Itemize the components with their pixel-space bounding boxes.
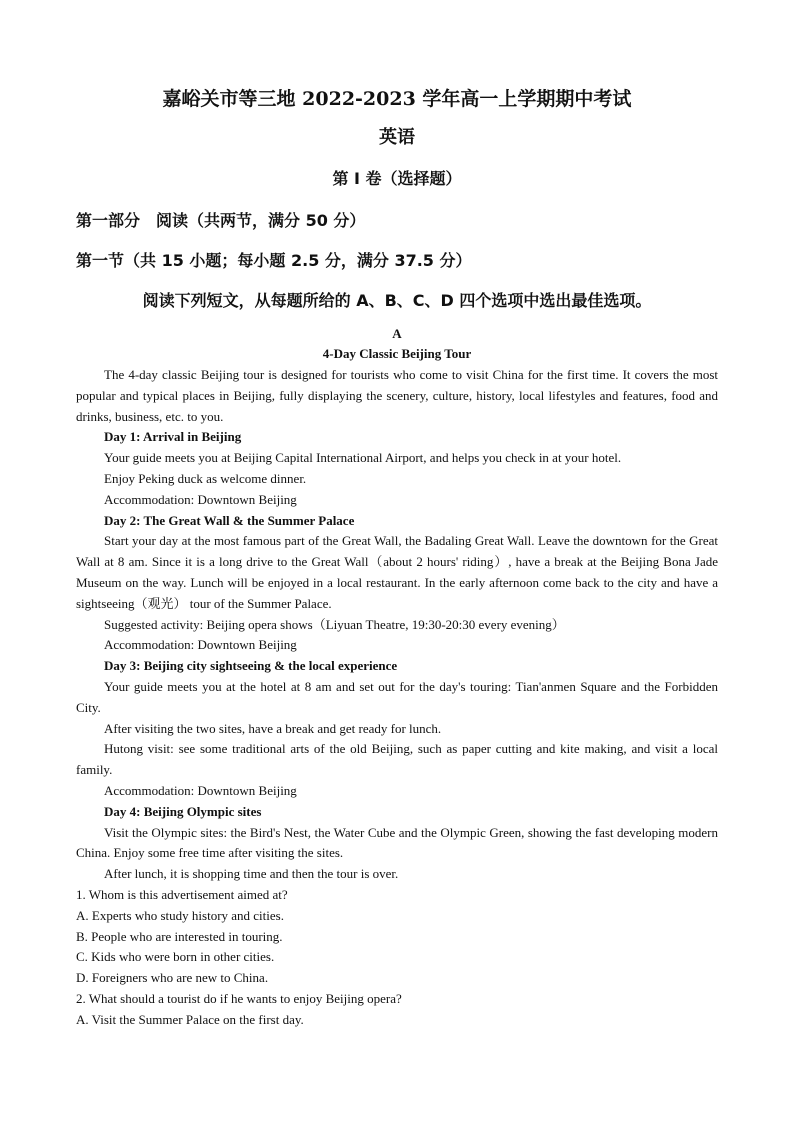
day3-line: After visiting the two sites, have a break and get ready for lunch.	[104, 720, 442, 736]
day4-heading: Day 4: Beijing Olympic sites	[104, 803, 262, 819]
question-option: A. Experts who study history and cities.	[76, 907, 284, 923]
volume-title: 第 I 卷（选择题）	[332, 169, 462, 188]
passage-intro: The 4-day classic Beijing tour is designed for tourists who come to visit China for the first time. It covers the most popular and typical places in Beijing, fully displaying the scenery, culture, history, local lifestyles and features, food and drinks, business, etc. to you.	[76, 367, 718, 424]
subject-title: 英语	[379, 127, 415, 148]
day2-heading: Day 2: The Great Wall & the Summer Palace	[104, 512, 355, 528]
instruction: 阅读下列短文，从每题所给的 A、B、C、D 四个选项中选出最佳选项。	[142, 291, 652, 310]
passage-title: 4-Day Classic Beijing Tour	[322, 346, 472, 361]
section-heading: 第一节（共 15 小题；每小题 2.5 分，满分 37.5 分）	[76, 251, 472, 270]
question-stem: 2. What should a tourist do if he wants to enjoy Beijing opera?	[76, 990, 402, 1006]
question-option: A. Visit the Summer Palace on the first day.	[76, 1011, 304, 1027]
day2-line: Suggested activity: Beijing opera shows（Liyuan Theatre, 19:30-20:30 every evening）	[104, 616, 565, 632]
question-option: B. People who are interested in touring.	[76, 928, 283, 944]
question-stem: 1. Whom is this advertisement aimed at?	[76, 886, 288, 902]
day1-line: Your guide meets you at Beijing Capital International Airport, and helps you check in at your hotel.	[104, 450, 622, 466]
part-heading: 第一部分 阅读（共两节，满分 50 分）	[76, 211, 366, 230]
day4-line: Visit the Olympic sites: the Bird's Nest, the Water Cube and the Olympic Green, showing the fast developing modern China. Enjoy some free time after visiting the sites.	[76, 824, 718, 861]
day1-line: Enjoy Peking duck as welcome dinner.	[104, 470, 307, 486]
day1-heading: Day 1: Arrival in Beijing	[104, 429, 242, 445]
question-option: D. Foreigners who are new to China.	[76, 970, 269, 986]
day3-line: Your guide meets you at the hotel at 8 am and set out for the day's touring: Tian'anmen Square and the Forbidden City.	[76, 678, 718, 715]
passage-letter: A	[392, 326, 402, 341]
exam-title: 嘉峪关市等三地 2022-2023 学年高一上学期期中考试	[162, 88, 632, 110]
day3-line: Accommodation: Downtown Beijing	[104, 782, 297, 798]
day4-line: After lunch, it is shopping time and then the tour is over.	[104, 866, 399, 882]
question-option: C. Kids who were born in other cities.	[76, 949, 275, 965]
day1-line: Accommodation: Downtown Beijing	[104, 491, 297, 507]
day3-heading: Day 3: Beijing city sightseeing & the local experience	[104, 658, 398, 674]
passage-body	[76, 365, 718, 1031]
day2-line: Accommodation: Downtown Beijing	[104, 637, 297, 653]
day3-line: Hutong visit: see some traditional arts of the old Beijing, such as paper cutting and kite making, and visit a local family.	[76, 741, 718, 778]
day2-line: Start your day at the most famous part of the Great Wall, the Badaling Great Wall. Leave the downtown for the Great Wall at 8 am. Since it is a long drive to the Great Wall（about 2 hours' riding）, have a break at the Beijing Bona Jade Museum on the way. Lunch will be enjoyed in a local restaurant. In the early afternoon come back to the city and have a sightseeing（观光） tour of the Summer Palace.	[76, 533, 718, 611]
